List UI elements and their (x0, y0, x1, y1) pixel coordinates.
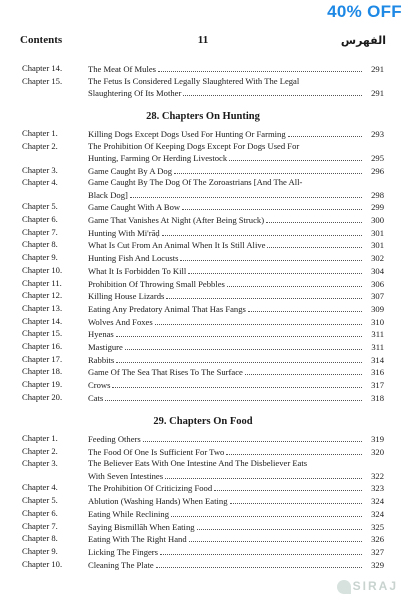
chapter-page-number: 299 (371, 202, 384, 213)
chapter-title: Prohibition Of Throwing Small Pebbles (88, 278, 225, 289)
chapter-number: Chapter 5. (22, 201, 58, 212)
dot-leader (266, 214, 362, 223)
chapter-title: Killing Dogs Except Dogs Used For Hunting Or Farming (88, 129, 286, 140)
chapter-title: Mastigure (88, 342, 123, 353)
chapter-page-number: 324 (371, 508, 384, 519)
chapter-page-number: 301 (371, 227, 384, 238)
dot-leader (158, 63, 362, 72)
chapter-number: Chapter 12. (22, 290, 63, 301)
toc-entry[interactable] (22, 458, 384, 481)
dot-leader (165, 470, 362, 479)
chapter-title: With Seven Intestines (88, 470, 164, 481)
chapter-number: Chapter 6. (22, 507, 58, 518)
chapter-page-number: 325 (371, 521, 384, 532)
dot-leader (197, 521, 362, 530)
dot-leader (156, 559, 362, 568)
dot-leader (182, 201, 362, 210)
chapter-number: Chapter 16. (22, 341, 63, 352)
toc-entry[interactable] (22, 239, 384, 251)
dot-leader (143, 433, 362, 442)
chapter-number: Chapter 1. (22, 128, 58, 139)
toc-entry[interactable] (22, 303, 384, 315)
toc-entry[interactable] (22, 201, 384, 213)
chapter-page-number: 314 (371, 354, 384, 365)
chapter-page-number: 329 (371, 559, 384, 570)
chapter-title: Eating While Reclining (88, 508, 169, 519)
dot-leader (248, 303, 362, 312)
dot-leader (183, 87, 362, 96)
chapter-title: Game Caught By A Dog (88, 165, 173, 176)
dot-leader (189, 533, 362, 542)
chapter-page-number: 310 (371, 316, 384, 327)
dot-leader (112, 379, 362, 388)
chapter-number: Chapter 3. (22, 164, 58, 175)
page-header (20, 34, 386, 50)
chapter-title: The Prohibition Of Keeping Dogs Except For Dogs Used For (88, 140, 300, 151)
chapter-page-number: 298 (371, 189, 384, 200)
toc-entry[interactable] (22, 177, 384, 200)
dot-leader (160, 546, 362, 555)
chapter-page-number: 296 (371, 165, 384, 176)
dot-leader (125, 341, 362, 350)
chapter-number: Chapter 14. (22, 63, 63, 73)
chapter-number: Chapter 5. (22, 495, 58, 506)
chapter-title: The Meat Of Mules (88, 64, 157, 74)
chapter-title: The Food Of One Is Sufficient For Two (88, 446, 225, 457)
chapter-page-number: 309 (371, 303, 384, 314)
chapter-number: Chapter 1. (22, 433, 58, 444)
chapter-page-number: 301 (371, 240, 384, 251)
chapter-number: Chapter 18. (22, 366, 63, 377)
chapter-page-number: 326 (371, 534, 384, 545)
toc-entry[interactable] (22, 433, 384, 445)
chapter-number: Chapter 10. (22, 264, 63, 275)
dot-leader (267, 239, 362, 248)
dot-leader (116, 328, 362, 337)
chapter-title: What Is Cut From An Animal When It Is Still Alive (88, 240, 266, 251)
dot-leader (155, 316, 362, 325)
dot-leader (245, 366, 362, 375)
chapter-number: Chapter 15. (22, 75, 63, 86)
page-number: 11 (197, 34, 209, 46)
chapter-title: Feeding Others (88, 434, 141, 445)
toc-entry[interactable] (22, 559, 384, 571)
toc-entry[interactable] (22, 128, 384, 140)
chapter-title: Game That Vanishes At Night (After Being Struck) (88, 215, 265, 226)
toc-entry[interactable] (22, 546, 384, 558)
chapter-number: Chapter 2. (22, 445, 58, 456)
chapter-page-number: 316 (371, 367, 384, 378)
toc-entry[interactable] (22, 214, 384, 226)
toc-entry[interactable] (22, 341, 384, 353)
toc-entry[interactable] (22, 354, 384, 366)
chapter-number: Chapter 4. (22, 177, 58, 188)
chapter-title: Killing House Lizards (88, 291, 165, 302)
chapter-number: Chapter 13. (22, 302, 63, 313)
dot-leader (105, 392, 362, 401)
toc-entry[interactable] (22, 252, 384, 264)
toc-entry[interactable] (22, 290, 384, 302)
chapter-number: Chapter 7. (22, 226, 58, 237)
toc-entry[interactable] (22, 316, 384, 328)
header-arabic-label: الفهرس (340, 34, 386, 47)
chapter-title: Hyenas (88, 329, 114, 340)
dot-leader (130, 189, 362, 198)
dot-leader (180, 252, 362, 261)
chapter-number: Chapter 11. (22, 277, 62, 288)
chapter-title: Eating With The Right Hand (88, 534, 187, 545)
chapter-page-number: 300 (371, 215, 384, 226)
chapter-page-number: 320 (371, 446, 384, 457)
toc-entry[interactable] (22, 76, 384, 99)
toc-entry[interactable] (22, 227, 384, 239)
chapter-number: Chapter 10. (22, 558, 63, 569)
dot-leader (188, 265, 362, 274)
toc-entry[interactable] (22, 141, 384, 164)
chapter-page-number: 318 (371, 392, 384, 403)
chapter-number: Chapter 19. (22, 379, 63, 390)
chapter-title: Hunting, Farming Or Herding Livestock (88, 153, 228, 164)
chapter-page-number: 319 (371, 434, 384, 445)
chapter-number: Chapter 4. (22, 482, 58, 493)
chapter-page-number: 322 (371, 470, 384, 481)
chapter-title: Cleaning The Plate (88, 559, 154, 570)
dot-leader (162, 227, 362, 236)
toc-entry[interactable] (22, 379, 384, 391)
chapter-page-number: 306 (371, 278, 384, 289)
chapter-number: Chapter 8. (22, 239, 58, 250)
watermark (337, 579, 398, 594)
chapter-number: Chapter 8. (22, 533, 58, 544)
chapter-title: Hunting Fish And Locusts (88, 253, 179, 264)
chapter-title: The Prohibition Of Criticizing Food (88, 483, 213, 494)
chapter-title: Game Of The Sea That Rises To The Surface (88, 367, 243, 378)
dot-leader (227, 278, 362, 287)
chapter-title: Wolves And Foxes (88, 316, 153, 327)
chapter-page-number: 295 (371, 153, 384, 164)
toc-entry[interactable] (22, 495, 384, 507)
chapter-page-number: 311 (371, 342, 384, 353)
dot-leader (174, 165, 362, 174)
chapter-title: Licking The Fingers (88, 546, 159, 557)
chapter-title: Black Dog] (88, 189, 128, 200)
toc-entry[interactable] (22, 165, 384, 177)
dot-leader (166, 290, 362, 299)
chapter-number: Chapter 14. (22, 315, 63, 326)
chapter-number: Chapter 7. (22, 520, 58, 531)
chapter-page-number: 307 (371, 291, 384, 302)
chapter-page-number: 291 (371, 87, 384, 98)
chapter-title: Saying Bismillāh When Eating (88, 521, 195, 532)
siraj-logo-icon (337, 580, 351, 594)
chapter-page-number: 327 (371, 546, 384, 557)
chapter-title: Eating Any Predatory Animal That Has Fangs (88, 303, 246, 314)
chapter-title: Game Caught With A Bow (88, 202, 181, 213)
dot-leader (229, 152, 362, 161)
chapter-page-number: 293 (371, 129, 384, 140)
chapter-number: Chapter 20. (22, 391, 63, 402)
toc-entry[interactable] (22, 392, 384, 404)
chapter-number: Chapter 9. (22, 545, 58, 556)
chapter-title: The Fetus Is Considered Legally Slaughtered With The Legal (88, 75, 300, 86)
chapter-number: Chapter 17. (22, 353, 63, 364)
section-title: 29. Chapters On Food (153, 416, 253, 428)
toc-entry[interactable] (22, 508, 384, 520)
toc-entry[interactable] (22, 328, 384, 340)
dot-leader (116, 354, 362, 363)
chapter-title: The Believer Eats With One Intestine And The Disbeliever Eats (88, 458, 308, 469)
table-of-contents (22, 63, 384, 571)
section-title: 28. Chapters On Hunting (146, 111, 260, 123)
chapter-number: Chapter 2. (22, 140, 58, 151)
toc-entry[interactable] (22, 265, 384, 277)
toc-entry[interactable] (22, 533, 384, 545)
chapter-page-number: 302 (371, 253, 384, 264)
toc-entry[interactable] (22, 63, 384, 75)
dot-leader (226, 446, 362, 455)
chapter-title: Game Caught By The Dog Of The Zoroastrians [And The All- (88, 177, 303, 188)
chapter-title: Ablution (Washing Hands) When Eating (88, 496, 228, 507)
chapter-title: Slaughtering Of Its Mother (88, 87, 182, 98)
chapter-title: Crows (88, 380, 111, 391)
chapter-number: Chapter 15. (22, 328, 63, 339)
toc-entry[interactable] (22, 446, 384, 458)
chapter-page-number: 311 (371, 329, 384, 340)
chapter-page-number: 304 (371, 265, 384, 276)
chapter-number: Chapter 9. (22, 252, 58, 263)
dot-leader (230, 495, 363, 504)
chapter-page-number: 291 (371, 64, 384, 74)
chapter-page-number: 323 (371, 483, 384, 494)
toc-entry[interactable] (22, 521, 384, 533)
chapter-page-number: 317 (371, 380, 384, 391)
chapter-number: Chapter 6. (22, 214, 58, 225)
dot-leader (171, 508, 362, 517)
dot-leader (214, 482, 362, 491)
chapter-title: Rabbits (88, 354, 115, 365)
toc-entry[interactable] (22, 366, 384, 378)
watermark-text: SIRAJ (352, 579, 398, 594)
chapter-page-number: 324 (371, 496, 384, 507)
toc-entry[interactable] (22, 278, 384, 290)
chapter-title: Cats (88, 392, 104, 403)
chapter-title: Hunting With Mi'rāḍ (88, 227, 160, 238)
chapter-number: Chapter 3. (22, 458, 58, 469)
dot-leader (288, 128, 362, 137)
discount-badge: 40% OFF (327, 2, 402, 21)
toc-entry[interactable] (22, 482, 384, 494)
header-contents-label: Contents (20, 34, 63, 46)
chapter-title: What It Is Forbidden To Kill (88, 265, 187, 276)
